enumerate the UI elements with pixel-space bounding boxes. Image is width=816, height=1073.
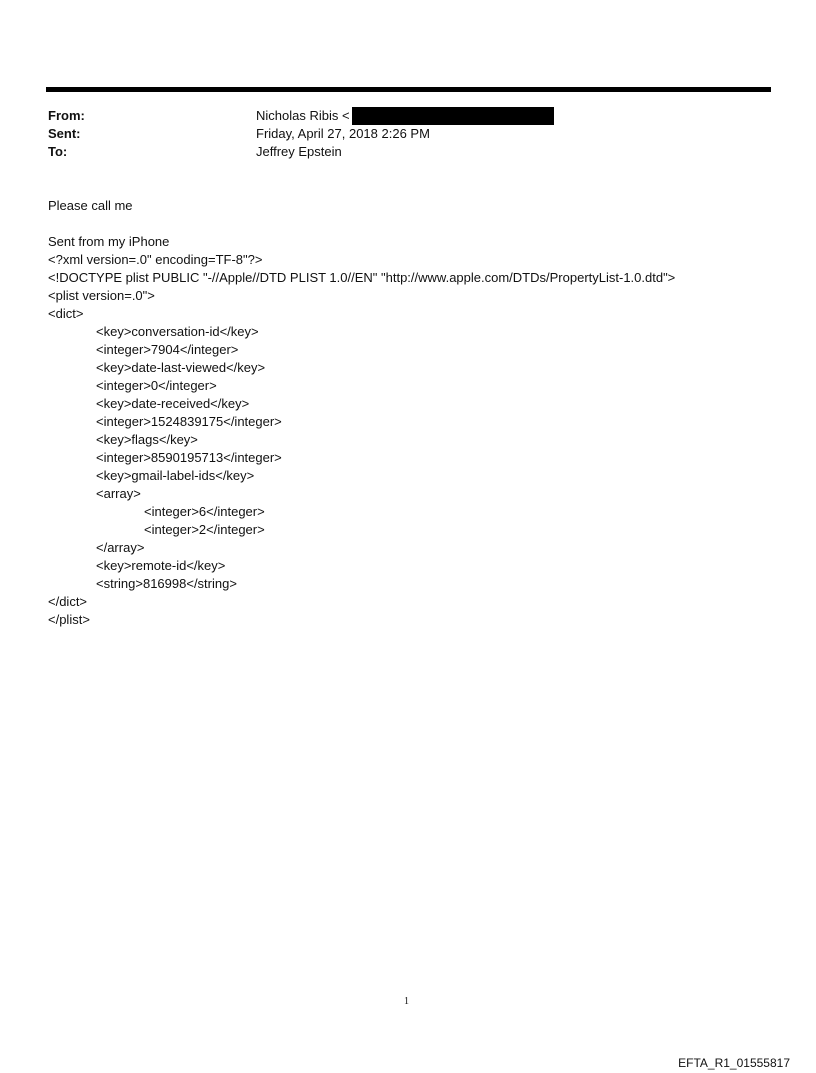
document-id: EFTA_R1_01555817 — [678, 1056, 790, 1070]
from-name: Nicholas Ribis < — [256, 108, 350, 123]
body-line: <plist version=.0"> — [48, 288, 155, 303]
sent-label: Sent: — [48, 126, 81, 141]
body-line: <key>gmail-label-ids</key> — [96, 468, 255, 483]
body-line: <integer>7904</integer> — [96, 342, 239, 357]
body-line: Please call me — [48, 198, 133, 213]
to-value: Jeffrey Epstein — [256, 144, 342, 159]
body-line: <key>conversation-id</key> — [96, 324, 259, 339]
body-line: </array> — [96, 540, 145, 555]
from-value — [256, 107, 554, 125]
body-line: <key>date-last-viewed</key> — [96, 360, 266, 375]
from-label: From: — [48, 108, 85, 123]
body-line: </dict> — [48, 594, 88, 609]
body-line: <key>flags</key> — [96, 432, 198, 447]
body-line: </plist> — [48, 612, 90, 627]
sent-value: Friday, April 27, 2018 2:26 PM — [256, 126, 430, 141]
body-line: <?xml version=.0" encoding=TF-8"?> — [48, 252, 263, 267]
body-line: <string>816998</string> — [96, 576, 237, 591]
redaction-block — [352, 107, 554, 125]
body-line: <integer>8590195713</integer> — [96, 450, 282, 465]
body-line: <key>date-received</key> — [96, 396, 250, 411]
to-label: To: — [48, 144, 68, 159]
body-line: <key>remote-id</key> — [96, 558, 226, 573]
header-divider — [46, 87, 771, 92]
body-line: <integer>1524839175</integer> — [96, 414, 282, 429]
body-line: <integer>6</integer> — [144, 504, 265, 519]
body-line: <!DOCTYPE plist PUBLIC "-//Apple//DTD PLIST 1.0//EN" "http://www.apple.com/DTDs/PropertyList-1.0.dtd"> — [48, 270, 676, 285]
body-line: Sent from my iPhone — [48, 234, 170, 249]
body-line: <integer>2</integer> — [144, 522, 265, 537]
body-line: <dict> — [48, 306, 84, 321]
body-line: <integer>0</integer> — [96, 378, 217, 393]
page-number: 1 — [404, 996, 409, 1007]
body-line: <array> — [96, 486, 141, 501]
